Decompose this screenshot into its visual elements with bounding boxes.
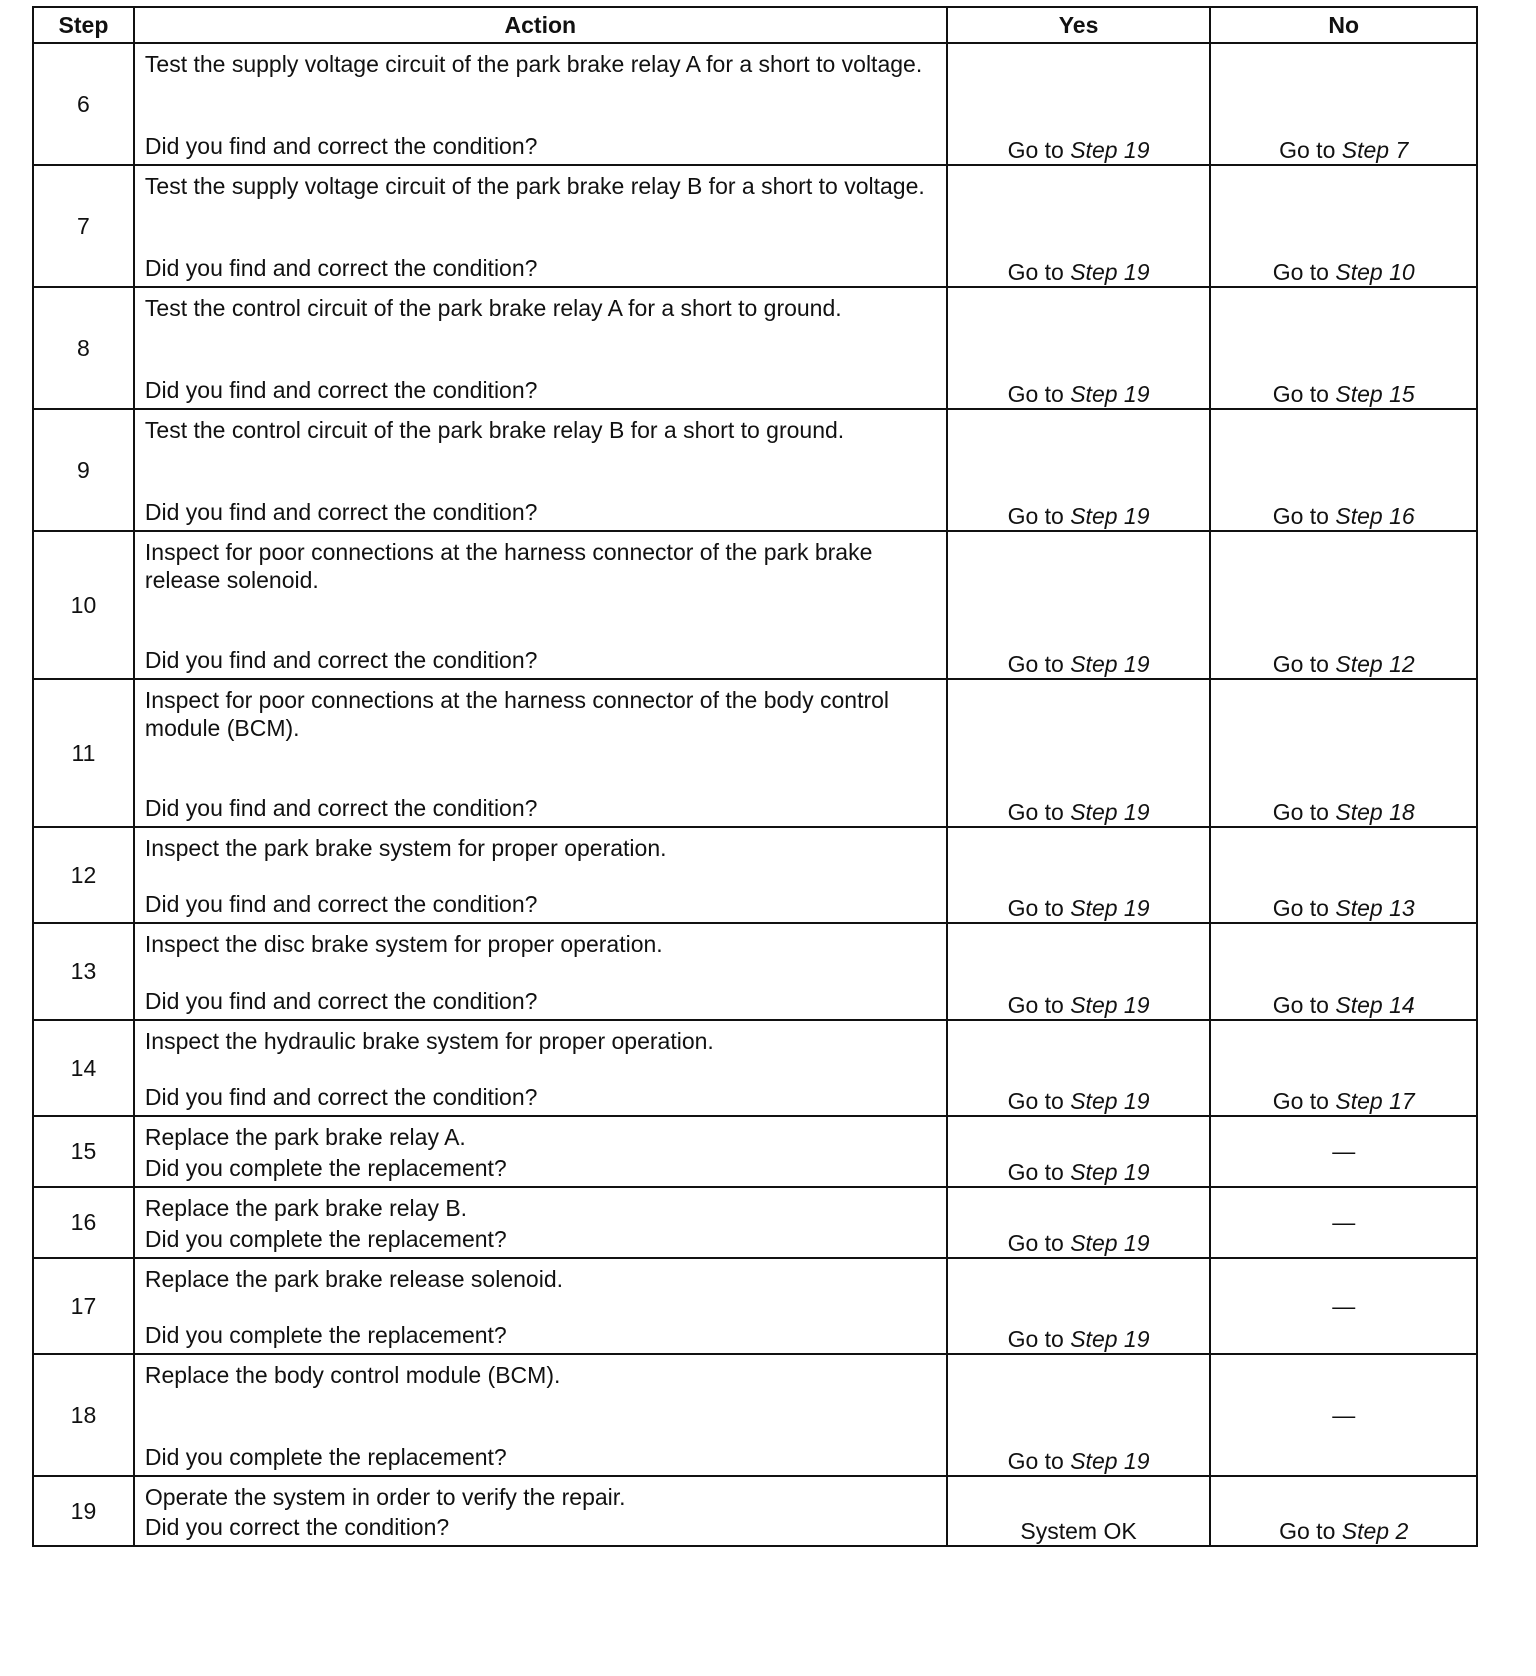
no-goto-step: Step 18 <box>1335 799 1415 825</box>
yes-goto-prefix: Go to <box>1007 1230 1064 1256</box>
no-cell <box>1210 531 1477 679</box>
action-question: Did you find and correct the condition? <box>144 255 538 281</box>
no-goto-step: Step 16 <box>1335 503 1415 529</box>
action-cell <box>134 1187 947 1258</box>
action-cell <box>134 43 947 165</box>
no-goto-step: Step 13 <box>1335 895 1415 921</box>
no-cell <box>1210 1020 1477 1116</box>
yes-goto-step: Step 19 <box>1070 1448 1150 1474</box>
action-question: Did you find and correct the condition? <box>144 499 538 525</box>
no-cell <box>1210 1116 1477 1187</box>
step-number: 17 <box>33 1258 134 1354</box>
no-goto-prefix: Go to <box>1279 1518 1336 1544</box>
yes-cell <box>947 531 1211 679</box>
action-text: Test the control circuit of the park brake relay B for a short to ground. <box>144 417 845 443</box>
no-cell <box>1210 679 1477 827</box>
no-goto-prefix: Go to <box>1272 992 1329 1018</box>
action-text: Inspect the hydraulic brake system for proper operation. <box>144 1028 714 1054</box>
no-goto-step: Step 10 <box>1335 259 1415 285</box>
step-number: 12 <box>33 827 134 923</box>
yes-goto-step: Step 19 <box>1070 651 1150 677</box>
table-row <box>33 1476 1477 1546</box>
yes-cell <box>947 1354 1211 1476</box>
step-number: 8 <box>33 287 134 409</box>
table-row <box>33 1020 1477 1116</box>
action-text: Inspect for poor connections at the harness connector of the body control module (BCM). <box>144 687 890 741</box>
yes-goto-prefix: Go to <box>1007 1326 1064 1352</box>
no-outcome-text: — <box>1332 1292 1356 1319</box>
yes-goto-step: Step 19 <box>1070 895 1150 921</box>
yes-cell <box>947 679 1211 827</box>
yes-goto-step: Step 19 <box>1070 503 1150 529</box>
yes-goto-prefix: Go to <box>1007 137 1064 163</box>
table-row <box>33 1258 1477 1354</box>
yes-cell <box>947 43 1211 165</box>
yes-cell <box>947 287 1211 409</box>
no-goto-prefix: Go to <box>1279 137 1336 163</box>
no-cell <box>1210 1476 1477 1546</box>
yes-cell <box>947 165 1211 287</box>
action-text: Replace the park brake relay B. <box>144 1195 468 1221</box>
yes-goto-step: Step 19 <box>1070 992 1150 1018</box>
table-row <box>33 1354 1477 1476</box>
yes-cell <box>947 1476 1211 1546</box>
yes-goto-step: Step 19 <box>1070 1230 1150 1256</box>
no-goto-step: Step 14 <box>1335 992 1415 1018</box>
header-row <box>33 7 1477 43</box>
action-cell <box>134 1020 947 1116</box>
action-text: Inspect the disc brake system for proper operation. <box>144 931 663 957</box>
step-number: 13 <box>33 923 134 1020</box>
action-question: Did you find and correct the condition? <box>144 1084 538 1110</box>
table-row <box>33 1187 1477 1258</box>
action-text: Replace the body control module (BCM). <box>144 1362 561 1388</box>
table-row <box>33 827 1477 923</box>
table-row <box>33 923 1477 1020</box>
action-cell <box>134 165 947 287</box>
no-cell <box>1210 43 1477 165</box>
table-row <box>33 287 1477 409</box>
yes-cell <box>947 1258 1211 1354</box>
no-cell <box>1210 165 1477 287</box>
yes-goto-step: Step 19 <box>1070 1088 1150 1114</box>
action-cell <box>134 1258 947 1354</box>
action-question: Did you find and correct the condition? <box>144 988 538 1014</box>
table-row <box>33 43 1477 165</box>
no-goto-prefix: Go to <box>1272 799 1329 825</box>
step-number: 7 <box>33 165 134 287</box>
no-goto-step: Step 12 <box>1335 651 1415 677</box>
header-no: No <box>1210 7 1477 43</box>
step-number: 6 <box>33 43 134 165</box>
header-action: Action <box>134 7 947 43</box>
action-question: Did you find and correct the condition? <box>144 795 538 821</box>
yes-goto-prefix: Go to <box>1007 651 1064 677</box>
yes-cell <box>947 1116 1211 1187</box>
no-cell <box>1210 287 1477 409</box>
action-cell <box>134 1116 947 1187</box>
step-number: 16 <box>33 1187 134 1258</box>
action-text: Test the supply voltage circuit of the park brake relay A for a short to voltage. <box>144 51 923 77</box>
no-cell <box>1210 409 1477 531</box>
yes-goto-step: Step 19 <box>1070 799 1150 825</box>
no-goto-prefix: Go to <box>1272 259 1329 285</box>
action-text: Inspect the park brake system for proper operation. <box>144 835 667 861</box>
table-row <box>33 165 1477 287</box>
action-question: Did you complete the replacement? <box>144 1322 507 1348</box>
yes-goto-prefix: Go to <box>1007 992 1064 1018</box>
no-goto-step: Step 7 <box>1341 137 1409 163</box>
action-cell <box>134 1354 947 1476</box>
action-text: Test the control circuit of the park brake relay A for a short to ground. <box>144 295 842 321</box>
action-question: Did you find and correct the condition? <box>144 133 538 159</box>
action-question: Did you complete the replacement? <box>144 1155 507 1181</box>
no-goto-prefix: Go to <box>1272 895 1329 921</box>
yes-goto-step: Step 19 <box>1070 259 1150 285</box>
action-cell <box>134 827 947 923</box>
action-question: Did you find and correct the condition? <box>144 647 538 673</box>
yes-goto-step: Step 19 <box>1070 381 1150 407</box>
no-goto-prefix: Go to <box>1272 381 1329 407</box>
step-number: 10 <box>33 531 134 679</box>
yes-goto-step: Step 19 <box>1070 1159 1150 1185</box>
action-cell <box>134 679 947 827</box>
action-question: Did you correct the condition? <box>144 1514 450 1540</box>
no-goto-step: Step 17 <box>1335 1088 1415 1114</box>
step-number: 19 <box>33 1476 134 1546</box>
page <box>32 6 1478 1547</box>
action-question: Did you complete the replacement? <box>144 1226 507 1252</box>
yes-goto-prefix: Go to <box>1007 503 1064 529</box>
yes-goto-prefix: Go to <box>1007 259 1064 285</box>
action-text: Test the supply voltage circuit of the park brake relay B for a short to voltage. <box>144 173 925 199</box>
step-number: 9 <box>33 409 134 531</box>
no-goto-prefix: Go to <box>1272 651 1329 677</box>
yes-goto-prefix: Go to <box>1007 381 1064 407</box>
yes-outcome-text: System OK <box>1020 1518 1137 1544</box>
yes-goto-prefix: Go to <box>1007 1088 1064 1114</box>
yes-goto-step: Step 19 <box>1070 1326 1150 1352</box>
yes-cell <box>947 827 1211 923</box>
action-cell <box>134 409 947 531</box>
action-question: Did you find and correct the condition? <box>144 891 538 917</box>
no-goto-prefix: Go to <box>1272 503 1329 529</box>
yes-cell <box>947 1020 1211 1116</box>
table-body <box>33 43 1477 1546</box>
action-text: Operate the system in order to verify the repair. <box>144 1484 626 1510</box>
action-cell <box>134 531 947 679</box>
no-outcome-text: — <box>1332 1138 1356 1164</box>
action-cell <box>134 1476 947 1546</box>
table-row <box>33 409 1477 531</box>
yes-goto-step: Step 19 <box>1070 137 1150 163</box>
yes-cell <box>947 1187 1211 1258</box>
yes-goto-prefix: Go to <box>1007 799 1064 825</box>
table-row <box>33 679 1477 827</box>
no-outcome-text: — <box>1332 1209 1356 1235</box>
table-row <box>33 1116 1477 1187</box>
no-goto-step: Step 15 <box>1335 381 1415 407</box>
no-cell <box>1210 1354 1477 1476</box>
yes-cell <box>947 923 1211 1020</box>
action-question: Did you complete the replacement? <box>144 1444 507 1470</box>
diagnostic-table <box>32 6 1478 1547</box>
no-cell <box>1210 1258 1477 1354</box>
header-yes: Yes <box>947 7 1211 43</box>
no-cell <box>1210 923 1477 1020</box>
action-question: Did you find and correct the condition? <box>144 377 538 403</box>
step-number: 15 <box>33 1116 134 1187</box>
action-text: Replace the park brake relay A. <box>144 1124 466 1150</box>
yes-goto-prefix: Go to <box>1007 1159 1064 1185</box>
yes-goto-prefix: Go to <box>1007 895 1064 921</box>
action-cell <box>134 287 947 409</box>
step-number: 11 <box>33 679 134 827</box>
no-outcome-text: — <box>1332 1401 1356 1428</box>
table-row <box>33 531 1477 679</box>
action-text: Replace the park brake release solenoid. <box>144 1266 563 1292</box>
no-cell <box>1210 827 1477 923</box>
action-cell <box>134 923 947 1020</box>
step-number: 18 <box>33 1354 134 1476</box>
yes-cell <box>947 409 1211 531</box>
header-step: Step <box>33 7 134 43</box>
no-goto-step: Step 2 <box>1341 1518 1409 1544</box>
no-cell <box>1210 1187 1477 1258</box>
yes-goto-prefix: Go to <box>1007 1448 1064 1474</box>
no-goto-prefix: Go to <box>1272 1088 1329 1114</box>
step-number: 14 <box>33 1020 134 1116</box>
action-text: Inspect for poor connections at the harness connector of the park brake release solenoid. <box>144 539 873 593</box>
